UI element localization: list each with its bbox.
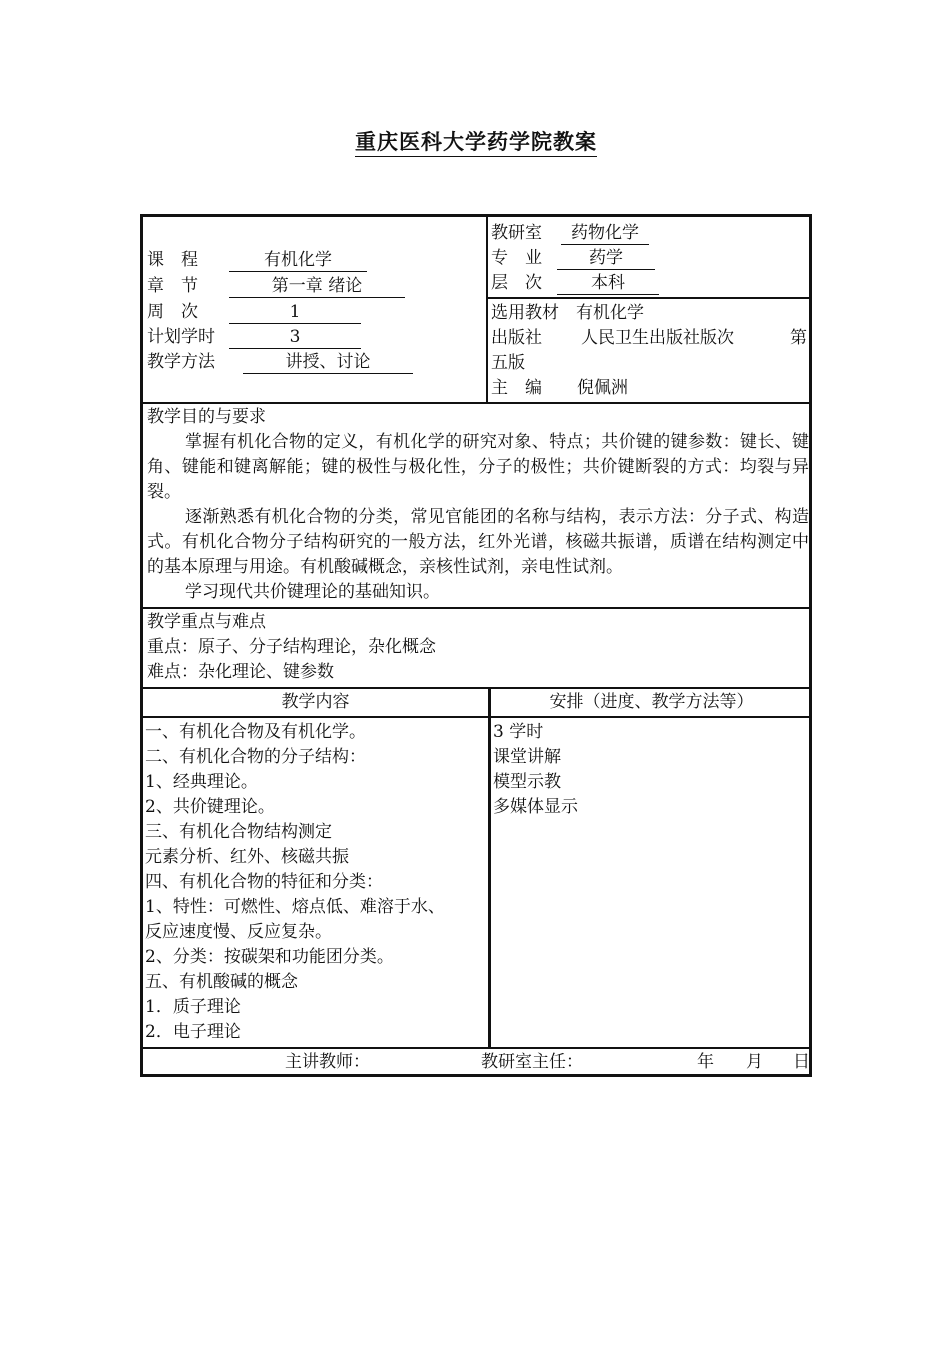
footer-top-line [143,1047,812,1049]
list-item: 一、有机化合物及有机化学。 [145,722,366,742]
table-header-line [143,716,812,718]
list-item: 元素分析、红外、核磁共振 [145,847,349,867]
dept-field [491,221,649,246]
week-field [147,300,361,325]
publisher-label: 出版社 [491,328,542,348]
list-item: 四、有机化合物的特征和分类： [145,872,383,892]
objectives-paragraph-1: 掌握有机化合物的定义，有机化学的研究对象、特点；共价键的键参数：键长、键角、键能和键离解能；键的极性与极化性，分子的极性；共价键断裂的方式：均裂与异裂。 [147,432,809,502]
keypoints-difficulty: 难点：杂化理论、键参数 [147,662,334,682]
chapter-label: 章 节 [147,276,198,296]
list-item: 1．质子理论 [145,997,241,1017]
publisher-value: 人民卫生出版社版次 [581,328,734,348]
keypoints-bottom-line [143,687,812,689]
editor-line [491,376,628,401]
arrangement-list [493,720,578,820]
method-value: 讲授、讨论 [243,351,413,374]
list-item: 2、共价键理论。 [145,797,275,817]
header-bottom-line [143,402,812,404]
dept-value: 药物化学 [561,222,649,245]
keypoints-heading: 教学重点与难点 [147,612,266,632]
list-item: 1、经典理论。 [145,772,258,792]
list-item: 三、有机化合物结构测定 [145,822,332,842]
list-item: 五、有机酸碱的概念 [145,972,298,992]
date-year: 年 [697,1052,714,1072]
level-field [491,271,659,296]
dept-label: 教研室 [491,223,542,243]
week-value: 1 [229,301,361,324]
course-label: 课 程 [147,250,198,270]
week-label: 周 次 [147,302,198,322]
list-item: 模型示教 [493,772,561,792]
chapter-field [147,274,405,299]
lesson-plan-table [140,214,812,1077]
list-item: 课堂讲解 [493,747,561,767]
hours-value: 3 [229,326,361,349]
course-field [147,248,367,273]
objectives-paragraph-3: 学习现代共价键理论的基础知识。 [185,582,440,602]
date-day: 日 [793,1052,810,1072]
method-label: 教学方法 [147,352,215,372]
edition-line: 五版 [491,353,525,373]
editor-value: 倪佩洲 [577,378,628,398]
list-item: 2、分类：按碳架和功能团分类。 [145,947,394,967]
textbook-divider [488,297,812,299]
objectives-section [147,405,809,605]
content-list [145,720,445,1045]
chapter-value: 第一章 绪论 [229,275,405,298]
page-title-text: 重庆医科大学药学院教案 [355,130,597,157]
list-item: 二、有机化合物的分子结构： [145,747,366,767]
page-title [0,126,952,156]
list-item: 3 学时 [493,722,544,742]
edition-prefix: 第 [790,328,807,348]
content-header: 教学内容 [281,692,350,712]
keypoints-section [147,610,809,685]
major-value: 药学 [557,247,655,270]
list-item: 2．电子理论 [145,1022,241,1042]
editor-label: 主 编 [491,378,542,398]
level-label: 层 次 [491,273,542,293]
major-field [491,246,655,271]
objectives-paragraph-2: 逐渐熟悉有机化合物的分类，常见官能团的名称与结构，表示方法：分子式、构造式。有机化合物分子结构研究的一般方法，红外光谱，核磁共振谱，质谱在结构测定中的基本原理与用途。有机酸碱概念，亲核性试剂，亲电性试剂。 [147,507,809,577]
objectives-heading: 教学目的与要求 [147,407,266,427]
objectives-bottom-line [143,607,812,609]
list-item: 多媒体显示 [493,797,578,817]
keypoints-focus: 重点：原子、分子结构理论，杂化概念 [147,637,436,657]
course-value: 有机化学 [229,249,367,272]
director-signature-label: 教研室主任： [481,1052,583,1072]
teacher-signature-label: 主讲教师： [285,1052,370,1072]
method-field [147,350,413,375]
content-divider [488,688,491,1049]
list-item: 反应速度慢、反应复杂。 [145,922,332,942]
header-divider [486,217,488,403]
major-label: 专 业 [491,248,542,268]
hours-label: 计划学时 [147,327,215,347]
date-month: 月 [746,1052,763,1072]
hours-field [147,325,361,350]
publisher-line [491,326,807,351]
arrangement-header: 安排（进度、教学方法等） [549,692,754,712]
list-item: 1、特性：可燃性、熔点低、难溶于水、 [145,897,445,917]
textbook-line: 选用教材 有机化学 [491,303,644,323]
level-value: 本科 [557,272,659,295]
